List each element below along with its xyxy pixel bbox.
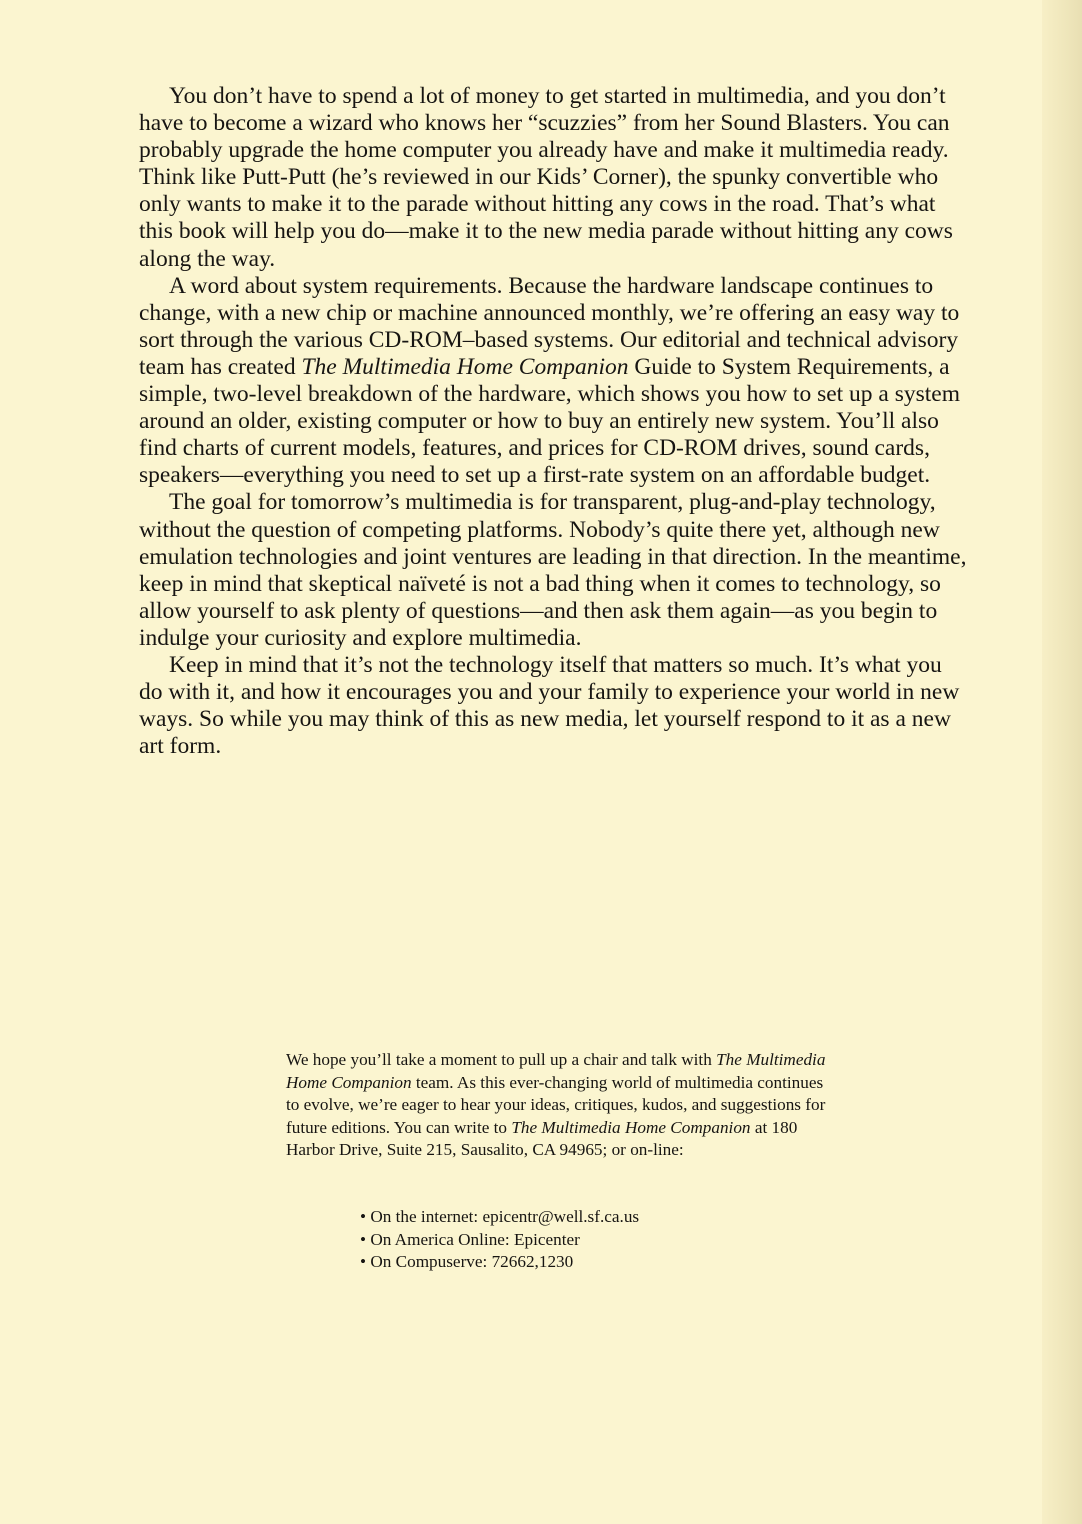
body-text xyxy=(139,83,969,760)
paragraph-goal: The goal for tomorrow’s multimedia is for transparent, plug-and-play technology, without the question of competing platforms. Nobody’s quite there yet, although new emulation technologies and joint ventures are leading in that direction. In the meantime, keep in mind that skeptical naïveté is not a bad thing when it comes to technology, so allow yourself to ask plenty of questions—and then ask them again—as you begin to indulge your curiosity and explore multimedia. xyxy=(139,489,967,651)
paragraph-system-requirements xyxy=(139,273,969,490)
contact-item-aol: • On America Online: Epicenter xyxy=(360,1229,639,1252)
book-title: The Multimedia Home Companion xyxy=(301,353,629,380)
contact-list xyxy=(360,1206,639,1274)
paragraph-closing: Keep in mind that it’s not the technology itself that matters so much. It’s what you do with it, and how it encourages you and your family to experience your world in new ways. So while you may think of this as new media, let yourself respond to it as a new art form. xyxy=(139,651,960,760)
contact-item-compuserve: • On Compuserve: 72662,1230 xyxy=(360,1251,639,1274)
contact-note xyxy=(286,1049,826,1162)
book-title: The Multimedia Home Companion xyxy=(511,1117,751,1137)
paragraph-text: Guide to System Requirements, a simple, two-level breakdown of the hardware, which shows you how to set up a system around an older, existing computer or how to buy an entirely new system. You’ll also find charts of current models, features, and prices for CD-ROM drives, sound cards, speakers—everything you need to set up a first-rate system on an affordable budget. xyxy=(139,353,961,489)
book-title: The Multimedia Home Companion xyxy=(286,1050,826,1092)
contact-item-internet: • On the internet: epicentr@well.sf.ca.us xyxy=(360,1206,639,1229)
contact-paragraph xyxy=(286,1049,826,1162)
paragraph-intro: You don’t have to spend a lot of money to get started in multimedia, and you don’t have to become a wizard who knows her “scuzzies” from her Sound Blasters. You can probably upgrade the home computer you already have and make it multimedia ready. Think like Putt-Putt (he’s reviewed in our Kids’ Corner), the spunky convertible who only wants to make it to the parade without hitting any cows in the road. That’s what this book will help you do—make it to the new media parade without hitting any cows along the way. xyxy=(139,83,953,272)
contact-text: team. As this ever-changing world of multimedia continues to evolve, we’re eager to hear your ideas, critiques, kudos, and suggestions for future editions. You can write to xyxy=(286,1072,826,1137)
contact-text: at 180 Harbor Drive, Suite 215, Sausalito, CA 94965; or on-line: xyxy=(286,1117,798,1160)
paragraph-text: A word about system requirements. Because the hardware landscape continues to change, with a new chip or machine announced monthly, we’re offering an easy way to sort through the various CD-ROM–based systems. Our editorial and technical advisory team has created xyxy=(139,272,960,380)
page-edge-shadow xyxy=(1042,0,1082,1524)
contact-text: We hope you’ll take a moment to pull up a chair and talk with xyxy=(286,1050,717,1069)
